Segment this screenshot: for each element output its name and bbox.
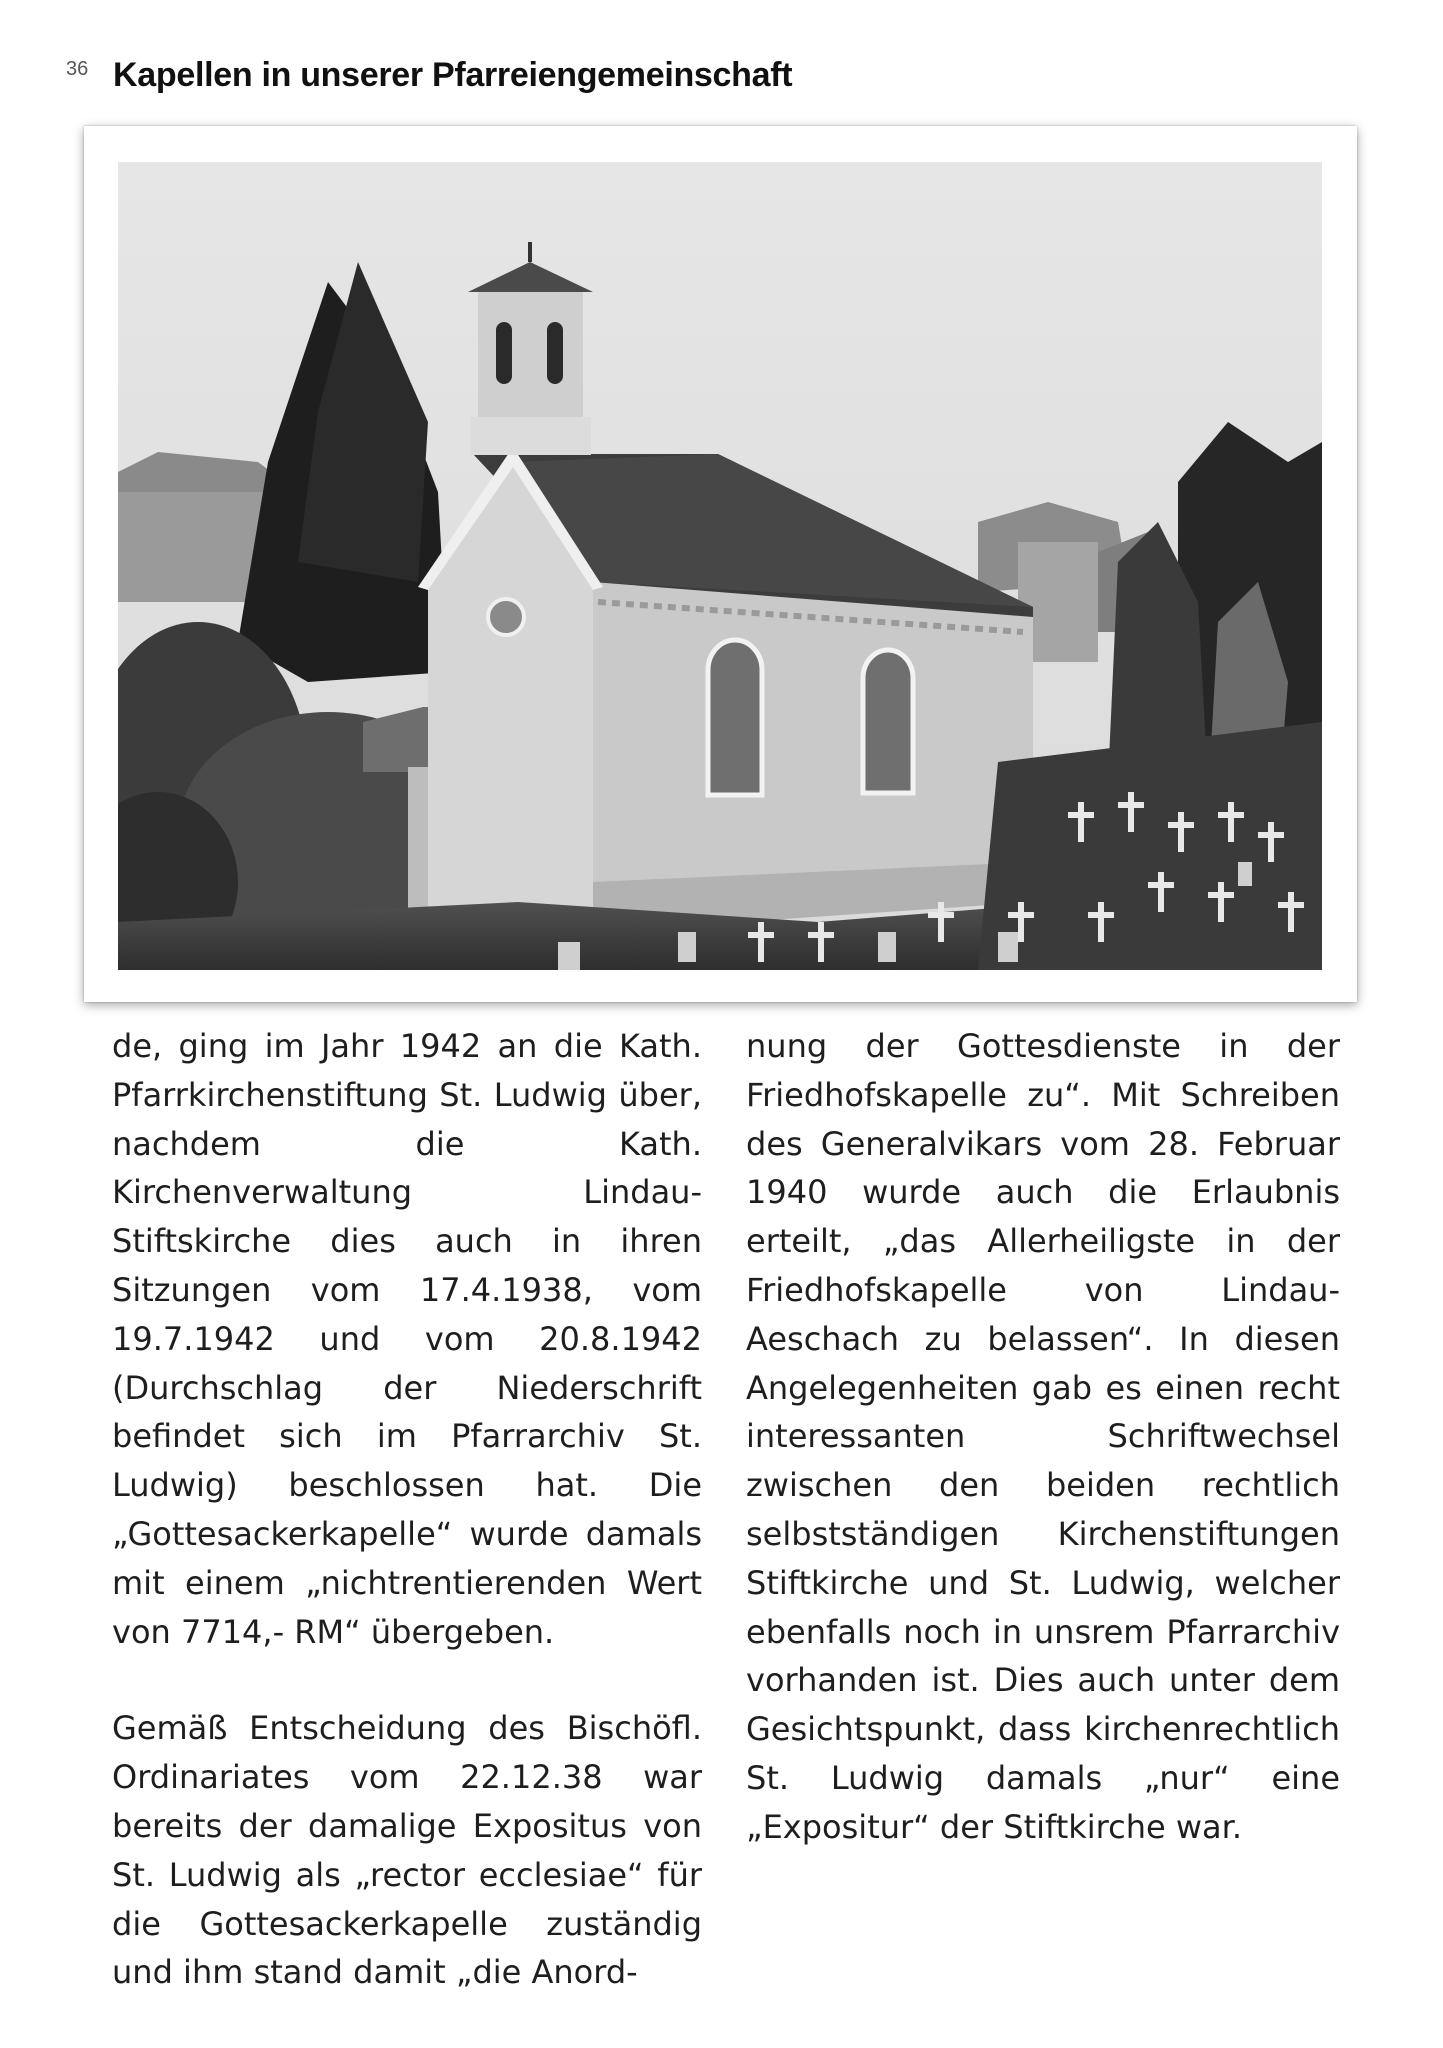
photo-frame: [84, 126, 1357, 1002]
page-title: Kapellen in unserer Pfarreiengemeinschaft: [113, 56, 793, 94]
left-column: [112, 1022, 702, 1997]
chapel-photo: [118, 162, 1322, 970]
right-paragraph-1: nung der Gottesdienste in der Friedhofskapelle zu“. Mit Schreiben des Generalvikars vom 28. Februar 1940 wurde auch die Erlaubnis erteilt, „das Allerheiligste in der Friedhofskapelle von Lindau-Aeschach zu belassen“. In diesen Angelegenheiten gab es einen recht interessanten Schriftwechsel zwischen den beiden rechtlich selbstständigen Kirchenstiftungen Stiftkirche und St. Ludwig, welcher ebenfalls noch in unsrem Pfarrarchiv vorhanden ist. Dies auch unter dem Gesichtspunkt, dass kirchenrechtlich St. Ludwig damals „nur“ eine „Expositur“ der Stiftkirche war.: [746, 1027, 1340, 1846]
left-paragraph-2: Gemäß Entscheidung des Bischöfl. Ordinariates vom 22.12.38 war bereits der damalige Expositus von St. Ludwig als „rector ecclesiae“ für die Gottesackerkapelle zuständig und ihm stand damit „die Anord-: [112, 1709, 702, 1992]
left-paragraph-1: de, ging im Jahr 1942 an die Kath. Pfarrkirchenstiftung St. Ludwig über, nachdem die Kath. Kirchenverwaltung Lindau-Stiftskirche dies auch in ihren Sitzungen vom 17.4.1938, vom 19.7.1942 und vom 20.8.1942 (Durchschlag der Niederschrift befindet sich im Pfarrarchiv St. Ludwig) beschlossen hat. Die „Gottesackerkapelle“ wurde damals mit einem „nichtrentierenden Wert von 7714,- RM“ übergeben.: [112, 1027, 702, 1651]
right-column: [746, 1022, 1340, 1852]
page-number: 36: [66, 58, 89, 80]
